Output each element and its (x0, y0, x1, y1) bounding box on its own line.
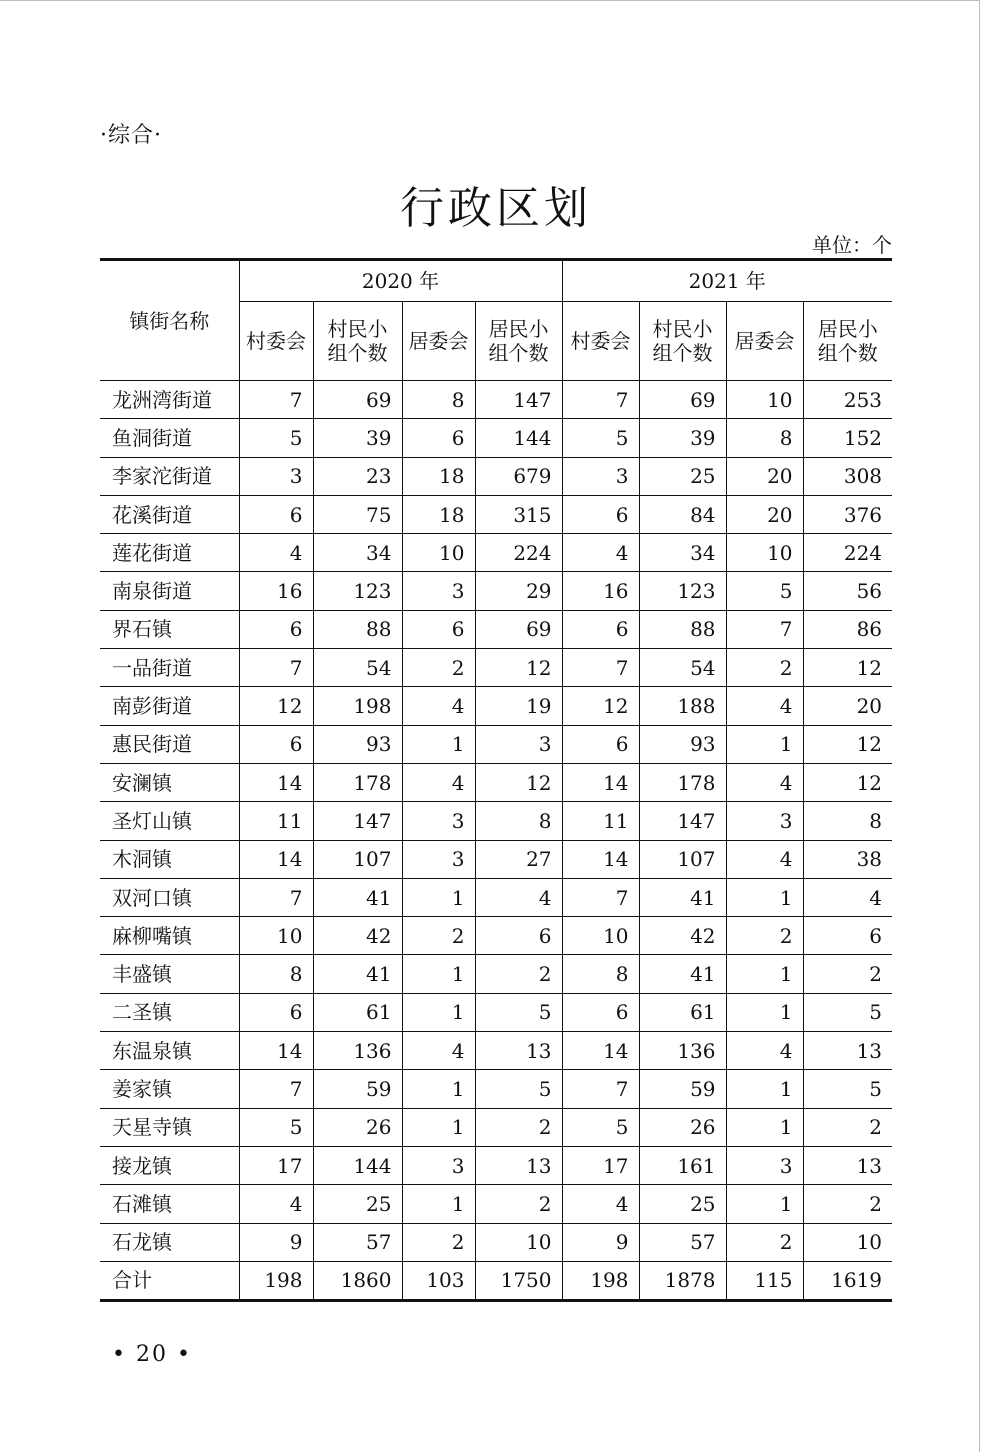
table-cell: 69 (475, 610, 562, 648)
column-header-line: 居委会 (408, 329, 469, 353)
table-cell: 57 (313, 1223, 402, 1261)
table-cell: 16 (239, 572, 313, 610)
table-cell: 26 (639, 1108, 726, 1146)
table-cell: 1 (402, 993, 475, 1031)
row-name: 东温泉镇 (100, 1032, 239, 1070)
table-cell: 5 (475, 993, 562, 1031)
table-cell: 41 (313, 955, 402, 993)
table-cell: 6 (402, 610, 475, 648)
table-cell: 59 (313, 1070, 402, 1108)
table-cell: 8 (803, 802, 892, 840)
table-cell: 5 (726, 572, 803, 610)
table-cell: 147 (313, 802, 402, 840)
column-header (239, 302, 313, 381)
table-cell: 20 (726, 457, 803, 495)
row-name: 石龙镇 (100, 1223, 239, 1261)
year-2020-header: 2020 年 (239, 260, 562, 302)
row-name: 石滩镇 (100, 1185, 239, 1223)
table-row (100, 840, 892, 878)
table-cell: 7 (239, 1070, 313, 1108)
table-cell: 144 (313, 1146, 402, 1184)
row-name: 二圣镇 (100, 993, 239, 1031)
table-cell: 1860 (313, 1261, 402, 1300)
table-cell: 178 (313, 763, 402, 801)
row-name: 接龙镇 (100, 1146, 239, 1184)
row-name: 合计 (100, 1261, 239, 1300)
table-row (100, 572, 892, 610)
table-cell: 3 (562, 457, 639, 495)
table-row (100, 649, 892, 687)
section-label: ·综合· (100, 123, 162, 148)
table-cell: 7 (239, 381, 313, 419)
administrative-division-table (100, 258, 892, 1302)
table-cell: 13 (475, 1032, 562, 1070)
table-cell: 10 (239, 917, 313, 955)
table-cell: 12 (803, 649, 892, 687)
table-cell: 1619 (803, 1261, 892, 1300)
table-cell: 69 (313, 381, 402, 419)
table-cell: 152 (803, 419, 892, 457)
table-row (100, 763, 892, 801)
table-cell: 93 (639, 725, 726, 763)
table-cell: 1750 (475, 1261, 562, 1300)
table-cell: 8 (239, 955, 313, 993)
table-cell: 10 (726, 534, 803, 572)
table-cell: 2 (803, 955, 892, 993)
table-cell: 3 (726, 1146, 803, 1184)
table-cell: 34 (313, 534, 402, 572)
table-cell: 41 (639, 878, 726, 916)
table-cell: 4 (726, 1032, 803, 1070)
table-cell: 198 (239, 1261, 313, 1300)
table-cell: 39 (639, 419, 726, 457)
row-name: 南彭街道 (100, 687, 239, 725)
table-row (100, 1070, 892, 1108)
table-cell: 8 (475, 802, 562, 840)
table-row (100, 495, 892, 533)
table-row (100, 1108, 892, 1146)
table-cell: 178 (639, 763, 726, 801)
table-cell: 315 (475, 495, 562, 533)
table-cell: 18 (402, 495, 475, 533)
table-cell: 3 (726, 802, 803, 840)
table-cell: 34 (639, 534, 726, 572)
column-header-line: 组个数 (327, 341, 388, 365)
row-name: 木洞镇 (100, 840, 239, 878)
table-cell: 1 (726, 993, 803, 1031)
table-cell: 17 (239, 1146, 313, 1184)
table-row (100, 993, 892, 1031)
table-row (100, 419, 892, 457)
table-cell: 5 (803, 993, 892, 1031)
table-cell: 4 (726, 687, 803, 725)
table-cell: 13 (803, 1032, 892, 1070)
table-cell: 1 (402, 1108, 475, 1146)
table-cell: 2 (726, 1223, 803, 1261)
table-cell: 4 (803, 878, 892, 916)
table-cell: 3 (402, 572, 475, 610)
table-cell: 4 (402, 763, 475, 801)
table-cell: 4 (402, 687, 475, 725)
table-cell: 7 (562, 878, 639, 916)
table-cell: 308 (803, 457, 892, 495)
table-cell: 1 (402, 725, 475, 763)
table-cell: 9 (239, 1223, 313, 1261)
table-cell: 10 (475, 1223, 562, 1261)
table-cell: 2 (475, 1108, 562, 1146)
column-header-line: 居民小 (817, 317, 878, 341)
table-cell: 25 (639, 1185, 726, 1223)
table-cell: 3 (402, 802, 475, 840)
table-cell: 679 (475, 457, 562, 495)
table-cell: 20 (726, 495, 803, 533)
table-row (100, 1261, 892, 1300)
table-cell: 2 (726, 649, 803, 687)
table-cell: 25 (313, 1185, 402, 1223)
table-cell: 10 (803, 1223, 892, 1261)
column-header-line: 居委会 (734, 329, 795, 353)
table-cell: 7 (562, 1070, 639, 1108)
table-cell: 2 (402, 917, 475, 955)
table-cell: 20 (803, 687, 892, 725)
table-cell: 198 (562, 1261, 639, 1300)
table-cell: 6 (562, 725, 639, 763)
table-cell: 6 (239, 610, 313, 648)
table-cell: 1 (402, 955, 475, 993)
table-cell: 6 (402, 419, 475, 457)
column-header-line: 村委会 (570, 329, 631, 353)
table-body (100, 381, 892, 1301)
table-cell: 3 (239, 457, 313, 495)
table-cell: 1 (402, 1185, 475, 1223)
table-cell: 5 (239, 1108, 313, 1146)
row-name: 姜家镇 (100, 1070, 239, 1108)
table-cell: 8 (562, 955, 639, 993)
table-cell: 115 (726, 1261, 803, 1300)
table-cell: 29 (475, 572, 562, 610)
table-cell: 75 (313, 495, 402, 533)
table-cell: 12 (562, 687, 639, 725)
row-name: 丰盛镇 (100, 955, 239, 993)
table-cell: 4 (726, 840, 803, 878)
row-name: 莲花街道 (100, 534, 239, 572)
table-cell: 6 (475, 917, 562, 955)
table-cell: 11 (562, 802, 639, 840)
table-cell: 3 (402, 1146, 475, 1184)
row-name: 天星寺镇 (100, 1108, 239, 1146)
table-cell: 10 (562, 917, 639, 955)
table-cell: 6 (562, 610, 639, 648)
name-column-header: 镇街名称 (100, 260, 239, 381)
table-cell: 136 (639, 1032, 726, 1070)
table-cell: 1 (726, 955, 803, 993)
table-cell: 12 (803, 763, 892, 801)
column-header (562, 302, 639, 381)
table-cell: 123 (313, 572, 402, 610)
table-cell: 16 (562, 572, 639, 610)
table-cell: 2 (803, 1185, 892, 1223)
table-cell: 14 (239, 1032, 313, 1070)
table-cell: 4 (402, 1032, 475, 1070)
column-header-line: 居民小 (488, 317, 549, 341)
page-title: 行政区划 (400, 183, 592, 234)
table-cell: 1 (402, 1070, 475, 1108)
table-cell: 14 (562, 840, 639, 878)
table-cell: 6 (562, 495, 639, 533)
table-cell: 10 (402, 534, 475, 572)
table-cell: 39 (313, 419, 402, 457)
table-cell: 224 (803, 534, 892, 572)
table-cell: 23 (313, 457, 402, 495)
table-cell: 224 (475, 534, 562, 572)
table-cell: 19 (475, 687, 562, 725)
table-row (100, 917, 892, 955)
table-cell: 5 (239, 419, 313, 457)
table-cell: 69 (639, 381, 726, 419)
table-cell: 2 (726, 917, 803, 955)
table-cell: 1 (726, 725, 803, 763)
row-name: 圣灯山镇 (100, 802, 239, 840)
table-cell: 4 (726, 763, 803, 801)
column-header (726, 302, 803, 381)
table-row (100, 1223, 892, 1261)
row-name: 惠民街道 (100, 725, 239, 763)
table-cell: 6 (239, 495, 313, 533)
table-cell: 84 (639, 495, 726, 533)
table-row (100, 1146, 892, 1184)
table-cell: 376 (803, 495, 892, 533)
unit-label: 单位：个 (812, 233, 892, 257)
row-name: 鱼洞街道 (100, 419, 239, 457)
table-cell: 42 (639, 917, 726, 955)
table-row (100, 381, 892, 419)
table-cell: 17 (562, 1146, 639, 1184)
row-name: 李家沱街道 (100, 457, 239, 495)
row-name: 一品街道 (100, 649, 239, 687)
table-cell: 1 (726, 878, 803, 916)
table-cell: 56 (803, 572, 892, 610)
table-cell: 6 (239, 725, 313, 763)
table-cell: 1878 (639, 1261, 726, 1300)
column-header-line: 村民小 (327, 317, 388, 341)
table-cell: 61 (313, 993, 402, 1031)
table-cell: 12 (475, 763, 562, 801)
table-cell: 57 (639, 1223, 726, 1261)
table-row (100, 802, 892, 840)
table-cell: 7 (726, 610, 803, 648)
table-cell: 5 (562, 419, 639, 457)
table-cell: 7 (239, 649, 313, 687)
row-name: 界石镇 (100, 610, 239, 648)
table-cell: 13 (475, 1146, 562, 1184)
table-cell: 5 (803, 1070, 892, 1108)
table-cell: 2 (475, 1185, 562, 1223)
table-cell: 123 (639, 572, 726, 610)
table-cell: 144 (475, 419, 562, 457)
table-cell: 2 (803, 1108, 892, 1146)
table-row (100, 1032, 892, 1070)
table-cell: 2 (402, 649, 475, 687)
table-row (100, 725, 892, 763)
table-cell: 27 (475, 840, 562, 878)
table-cell: 54 (639, 649, 726, 687)
table-cell: 198 (313, 687, 402, 725)
table-cell: 147 (475, 381, 562, 419)
row-name: 龙洲湾街道 (100, 381, 239, 419)
table-cell: 253 (803, 381, 892, 419)
column-header (313, 302, 402, 381)
table-cell: 147 (639, 802, 726, 840)
row-name: 麻柳嘴镇 (100, 917, 239, 955)
table-cell: 9 (562, 1223, 639, 1261)
column-header-line: 村委会 (246, 329, 306, 353)
table-cell: 161 (639, 1146, 726, 1184)
column-header-line: 村民小 (652, 317, 713, 341)
table-cell: 61 (639, 993, 726, 1031)
table-cell: 107 (313, 840, 402, 878)
column-header-line: 组个数 (817, 341, 878, 365)
table-row (100, 610, 892, 648)
table-cell: 18 (402, 457, 475, 495)
table-cell: 14 (239, 763, 313, 801)
table-cell: 1 (726, 1185, 803, 1223)
column-header (402, 302, 475, 381)
table-cell: 93 (313, 725, 402, 763)
table-row (100, 687, 892, 725)
table-cell: 6 (803, 917, 892, 955)
table-cell: 103 (402, 1261, 475, 1300)
table-cell: 13 (803, 1146, 892, 1184)
table-cell: 4 (475, 878, 562, 916)
column-header-line: 组个数 (488, 341, 549, 365)
table-cell: 8 (726, 419, 803, 457)
table-cell: 14 (562, 763, 639, 801)
table-cell: 3 (475, 725, 562, 763)
column-header (639, 302, 726, 381)
row-name: 南泉街道 (100, 572, 239, 610)
table-cell: 6 (562, 993, 639, 1031)
table-cell: 4 (562, 534, 639, 572)
table-cell: 6 (239, 993, 313, 1031)
table-cell: 86 (803, 610, 892, 648)
table-cell: 5 (562, 1108, 639, 1146)
table-cell: 7 (239, 878, 313, 916)
table-cell: 41 (313, 878, 402, 916)
table-cell: 8 (402, 381, 475, 419)
table-cell: 4 (562, 1185, 639, 1223)
table-cell: 5 (475, 1070, 562, 1108)
table-cell: 12 (239, 687, 313, 725)
table-cell: 136 (313, 1032, 402, 1070)
table-cell: 88 (313, 610, 402, 648)
column-header-line: 组个数 (652, 341, 713, 365)
table-row (100, 457, 892, 495)
table-cell: 88 (639, 610, 726, 648)
table-cell: 1 (726, 1070, 803, 1108)
table-row (100, 1185, 892, 1223)
row-name: 双河口镇 (100, 878, 239, 916)
table-cell: 10 (726, 381, 803, 419)
table-cell: 7 (562, 381, 639, 419)
table-cell: 14 (562, 1032, 639, 1070)
year-2021-header: 2021 年 (562, 260, 892, 302)
table-cell: 1 (402, 878, 475, 916)
table-cell: 54 (313, 649, 402, 687)
page-number: • 20 • (112, 1342, 192, 1367)
table-cell: 4 (239, 1185, 313, 1223)
table-cell: 107 (639, 840, 726, 878)
table-cell: 12 (475, 649, 562, 687)
table-row (100, 534, 892, 572)
row-name: 安澜镇 (100, 763, 239, 801)
table-cell: 26 (313, 1108, 402, 1146)
table-row (100, 878, 892, 916)
table-cell: 38 (803, 840, 892, 878)
table-cell: 3 (402, 840, 475, 878)
table-cell: 41 (639, 955, 726, 993)
column-header (475, 302, 562, 381)
table-cell: 1 (726, 1108, 803, 1146)
table-cell: 25 (639, 457, 726, 495)
column-header (803, 302, 892, 381)
table-cell: 4 (239, 534, 313, 572)
table-row (100, 955, 892, 993)
table-cell: 2 (475, 955, 562, 993)
table-cell: 42 (313, 917, 402, 955)
table-cell: 14 (239, 840, 313, 878)
table-cell: 2 (402, 1223, 475, 1261)
table-cell: 188 (639, 687, 726, 725)
table-cell: 11 (239, 802, 313, 840)
table-cell: 7 (562, 649, 639, 687)
table-cell: 59 (639, 1070, 726, 1108)
header-row-years (100, 260, 892, 302)
table-cell: 12 (803, 725, 892, 763)
row-name: 花溪街道 (100, 495, 239, 533)
